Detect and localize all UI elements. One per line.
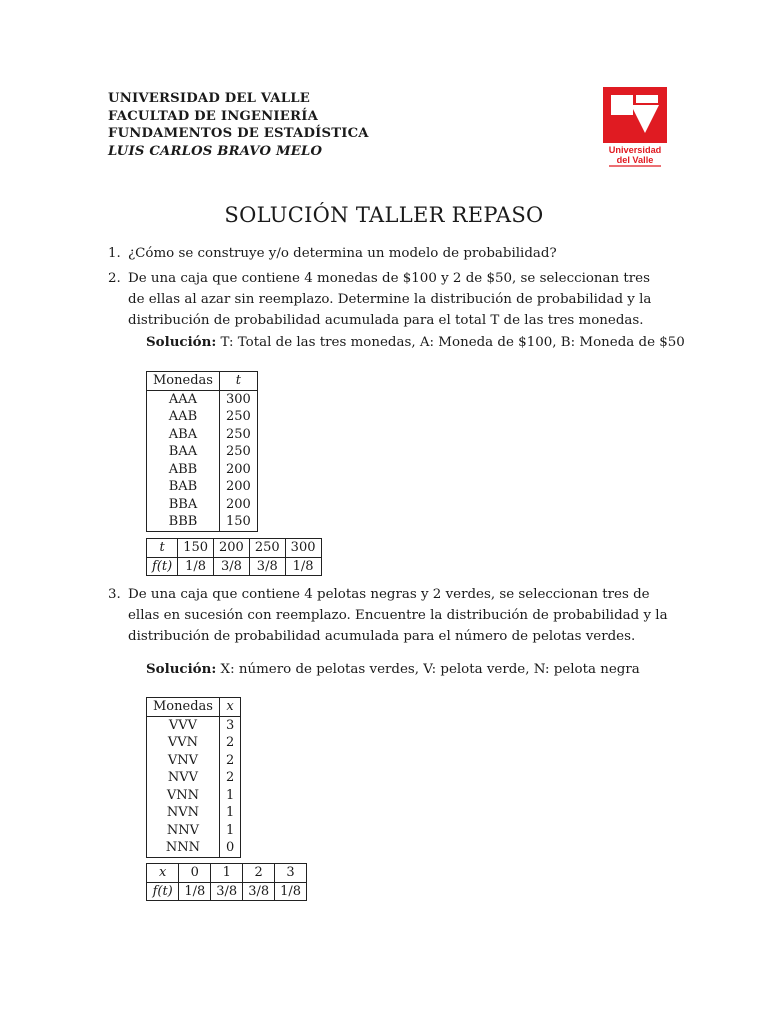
table-cell: 150	[178, 539, 214, 558]
table-cell: 1/8	[179, 882, 211, 901]
table-row	[147, 496, 258, 514]
table-cell: t	[147, 539, 178, 558]
table-cell: 250	[219, 443, 257, 461]
table-cell: 3	[275, 864, 307, 883]
table-cell: 1	[219, 822, 240, 840]
faculty-name: FACULTAD DE INGENIERÍA	[108, 108, 319, 124]
author-name: LUIS CARLOS BRAVO MELO	[108, 143, 323, 159]
table-cell: BBA	[147, 496, 220, 514]
table-header: x	[219, 698, 240, 717]
table-cell: NNN	[147, 839, 220, 857]
table-row	[147, 539, 322, 558]
table-row	[147, 461, 258, 479]
table-cell: VNN	[147, 787, 220, 805]
table-cell: 3/8	[243, 882, 275, 901]
table-cell: 2	[219, 734, 240, 752]
table-row	[147, 882, 307, 901]
outcomes-table-3	[146, 697, 241, 858]
table-cell: AAA	[147, 390, 220, 408]
distribution-table-3	[146, 863, 307, 901]
logo-text-line2: del Valle	[616, 155, 654, 165]
table-row	[147, 408, 258, 426]
table-cell: 1	[219, 804, 240, 822]
table-cell: VVN	[147, 734, 220, 752]
table-header: Monedas	[147, 698, 220, 717]
outcomes-table-2	[146, 371, 258, 532]
table-cell: 3/8	[211, 882, 243, 901]
table-cell: BBB	[147, 513, 220, 531]
solution-2	[146, 334, 685, 350]
table-row	[147, 787, 241, 805]
table-cell: f(t)	[147, 882, 179, 901]
table-cell: 250	[249, 539, 285, 558]
table-cell: AAB	[147, 408, 220, 426]
solution-label: Solución:	[146, 661, 217, 677]
table-header: Monedas	[147, 372, 220, 391]
table-cell: BAA	[147, 443, 220, 461]
table-row	[147, 557, 322, 576]
logo-text-line1: Universidad	[608, 145, 662, 155]
table-cell: NVV	[147, 769, 220, 787]
page-title: SOLUCIÓN TALLER REPASO	[224, 203, 544, 227]
question-text: De una caja que contiene 4 pelotas negras y 2 verdes, se seleccionan tres de ellas en sucesión con reemplazo. Encuentre la distribución de probabilidad y la distribución de probabilidad acumulada para el número de pelotas verdes.	[128, 587, 668, 644]
table-cell: 200	[214, 539, 250, 558]
table-cell: VVV	[147, 716, 220, 734]
document-header	[108, 90, 369, 160]
table-cell: 1/8	[275, 882, 307, 901]
table-row	[147, 864, 307, 883]
table-cell: ABB	[147, 461, 220, 479]
table-cell: 200	[219, 496, 257, 514]
table-cell: 0	[219, 839, 240, 857]
solution-3	[146, 661, 640, 677]
table-row	[147, 769, 241, 787]
course-name: FUNDAMENTOS DE ESTADÍSTICA	[108, 126, 369, 141]
table-cell: 250	[219, 408, 257, 426]
table-cell: 300	[285, 539, 321, 558]
table-header: t	[219, 372, 257, 391]
table-cell: 1/8	[285, 557, 321, 576]
table-row	[147, 839, 241, 857]
table-cell: 3/8	[249, 557, 285, 576]
solution-text: X: número de pelotas verdes, V: pelota verde, N: pelota negra	[220, 662, 640, 677]
table-cell: x	[147, 864, 179, 883]
table-row	[147, 426, 258, 444]
table-cell: 200	[219, 478, 257, 496]
solution-text: T: Total de las tres monedas, A: Moneda de $100, B: Moneda de $50	[220, 335, 685, 350]
table-cell: NNV	[147, 822, 220, 840]
question-text: De una caja que contiene 4 monedas de $100 y 2 de $50, se seleccionan tres de ellas al azar sin reemplazo. Determine la distribución de probabilidad y la distribución de probabilidad acumulada para el total T de las tres monedas.	[128, 271, 652, 328]
question-number: 1.	[108, 246, 121, 261]
table-row	[147, 716, 241, 734]
solution-label: Solución:	[146, 334, 217, 350]
table-row	[147, 804, 241, 822]
table-cell: BAB	[147, 478, 220, 496]
table-cell: 250	[219, 426, 257, 444]
table-cell: ABA	[147, 426, 220, 444]
table-row	[147, 478, 258, 496]
table-cell: f(t)	[147, 557, 178, 576]
question-text: ¿Cómo se construye y/o determina un modelo de probabilidad?	[128, 246, 557, 261]
table-cell: 0	[179, 864, 211, 883]
table-cell: 3/8	[214, 557, 250, 576]
table-cell: 2	[219, 769, 240, 787]
table-row	[147, 734, 241, 752]
question-number: 2.	[108, 271, 121, 286]
table-cell: 2	[219, 752, 240, 770]
table-cell: 1	[219, 787, 240, 805]
table-cell: 2	[243, 864, 275, 883]
table-row	[147, 513, 258, 531]
question-number: 3.	[108, 587, 121, 602]
table-cell: 1/8	[178, 557, 214, 576]
table-cell: 200	[219, 461, 257, 479]
table-cell: NVN	[147, 804, 220, 822]
university-logo	[603, 87, 667, 169]
table-cell: 150	[219, 513, 257, 531]
table-cell: 300	[219, 390, 257, 408]
distribution-table-2	[146, 538, 322, 576]
table-row	[147, 443, 258, 461]
table-cell: VNV	[147, 752, 220, 770]
table-cell: 3	[219, 716, 240, 734]
table-cell: 1	[211, 864, 243, 883]
table-row	[147, 390, 258, 408]
table-row	[147, 822, 241, 840]
university-name: UNIVERSIDAD DEL VALLE	[108, 91, 310, 106]
table-row	[147, 752, 241, 770]
